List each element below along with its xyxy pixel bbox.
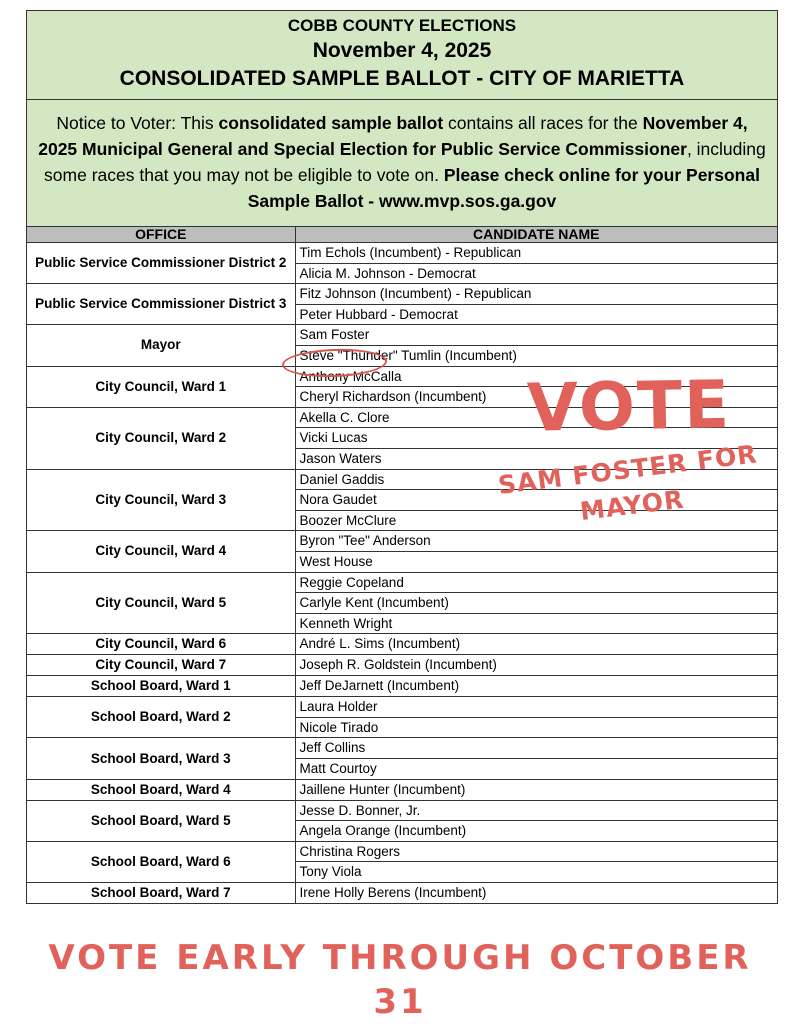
- office-cell: School Board, Ward 7: [27, 883, 295, 904]
- ballot-title: CONSOLIDATED SAMPLE BALLOT - CITY OF MARIETTA: [119, 67, 685, 90]
- office-cell: School Board, Ward 2: [27, 697, 295, 738]
- candidate-cell: Sam Foster: [295, 325, 777, 346]
- candidate-cell: Matt Courtoy: [295, 759, 777, 780]
- endorsement-overlay: SAM FOSTER FOR MAYOR: [496, 439, 760, 527]
- table-row: [27, 800, 777, 821]
- candidate-cell: Cheryl Richardson (Incumbent): [295, 387, 777, 408]
- notice-bold-2: November 4, 2025 Municipal General and Special Election for Public Service Commissioner: [38, 113, 748, 159]
- table-row: [27, 243, 777, 264]
- candidate-cell: Steve "Thunder" Tumlin (Incumbent): [295, 345, 777, 366]
- candidate-cell: Nora Gaudet: [295, 490, 777, 511]
- office-cell: School Board, Ward 3: [27, 738, 295, 779]
- office-column-header: OFFICE: [27, 227, 295, 243]
- office-cell: City Council, Ward 1: [27, 366, 295, 407]
- candidate-cell: Jason Waters: [295, 448, 777, 469]
- table-row: [27, 697, 777, 718]
- candidate-cell: Daniel Gaddis: [295, 469, 777, 490]
- table-row: [27, 531, 777, 552]
- candidate-cell: Kenneth Wright: [295, 613, 777, 634]
- candidate-cell: André L. Sims (Incumbent): [295, 634, 777, 655]
- office-cell: School Board, Ward 5: [27, 800, 295, 841]
- candidate-cell: Tony Viola: [295, 862, 777, 883]
- candidate-cell: Anthony McCalla: [295, 366, 777, 387]
- office-cell: School Board, Ward 4: [27, 779, 295, 800]
- candidate-cell: Tim Echols (Incumbent) - Republican: [295, 243, 777, 264]
- office-cell: City Council, Ward 6: [27, 634, 295, 655]
- candidate-column-header: CANDIDATE NAME: [295, 227, 777, 243]
- table-row: [27, 676, 777, 697]
- office-cell: City Council, Ward 2: [27, 407, 295, 469]
- table-row: [27, 284, 777, 305]
- notice-text-3: , including some races that you may not be eligible to vote on.: [44, 139, 766, 185]
- candidate-cell: Reggie Copeland: [295, 572, 777, 593]
- table-row: [27, 325, 777, 346]
- candidate-cell: Jaillene Hunter (Incumbent): [295, 779, 777, 800]
- candidate-cell: Laura Holder: [295, 697, 777, 718]
- candidate-cell: Jesse D. Bonner, Jr.: [295, 800, 777, 821]
- table-header-row: [27, 227, 777, 243]
- candidate-cell: Peter Hubbard - Democrat: [295, 304, 777, 325]
- candidate-cell: Irene Holly Berens (Incumbent): [299, 885, 487, 901]
- candidate-cell: Akella C. Clore: [295, 407, 777, 428]
- candidate-cell: West House: [295, 551, 777, 572]
- county-title: COBB COUNTY ELECTIONS: [287, 16, 517, 35]
- office-cell: City Council, Ward 5: [27, 572, 295, 634]
- candidate-cell: Carlyle Kent (Incumbent): [295, 593, 777, 614]
- voter-notice: [27, 100, 777, 227]
- candidate-cell: Christina Rogers: [295, 841, 777, 862]
- vote-early-banner: VOTE EARLY THROUGH OCTOBER 31: [48, 938, 752, 1022]
- candidate-cell: Vicki Lucas: [295, 428, 777, 449]
- vote-overlay: VOTE: [526, 366, 732, 447]
- table-row: [27, 779, 777, 800]
- office-cell: School Board, Ward 6: [27, 841, 295, 882]
- office-cell: Mayor: [27, 325, 295, 366]
- races-table: [27, 227, 777, 903]
- office-cell: Public Service Commissioner District 2: [27, 243, 295, 284]
- candidate-cell: Nicole Tirado: [295, 717, 777, 738]
- notice-bold-1: consolidated sample ballot: [218, 113, 444, 133]
- candidate-cell: Jeff DeJarnett (Incumbent): [295, 676, 777, 697]
- candidate-cell: Fitz Johnson (Incumbent) - Republican: [295, 284, 777, 305]
- races-body: [27, 243, 777, 904]
- election-date: November 4, 2025: [312, 39, 492, 62]
- table-row: [27, 572, 777, 593]
- candidate-cell: Byron "Tee" Anderson: [295, 531, 777, 552]
- candidate-cell: Joseph R. Goldstein (Incumbent): [295, 655, 777, 676]
- notice-bold-3: Please check online for your Personal Sample Ballot - www.mvp.sos.ga.gov: [247, 165, 760, 211]
- table-row: [27, 841, 777, 862]
- office-cell: City Council, Ward 4: [27, 531, 295, 572]
- notice-text-1: Notice to Voter: This: [56, 113, 219, 133]
- candidate-cell: Angela Orange (Incumbent): [295, 821, 777, 842]
- table-row: [27, 634, 777, 655]
- candidate-cell: Alicia M. Johnson - Democrat: [295, 263, 777, 284]
- office-cell: Public Service Commissioner District 3: [27, 284, 295, 325]
- office-cell: City Council, Ward 7: [27, 655, 295, 676]
- office-cell: School Board, Ward 1: [27, 676, 295, 697]
- table-row: [27, 655, 777, 676]
- table-row: [27, 738, 777, 759]
- candidate-cell: Jeff Collins: [295, 738, 777, 759]
- table-row: [27, 883, 777, 904]
- ballot-header: [27, 11, 777, 100]
- candidate-cell: Boozer McClure: [295, 510, 777, 531]
- notice-text-2: contains all races for the: [443, 113, 643, 133]
- office-cell: City Council, Ward 3: [27, 469, 295, 531]
